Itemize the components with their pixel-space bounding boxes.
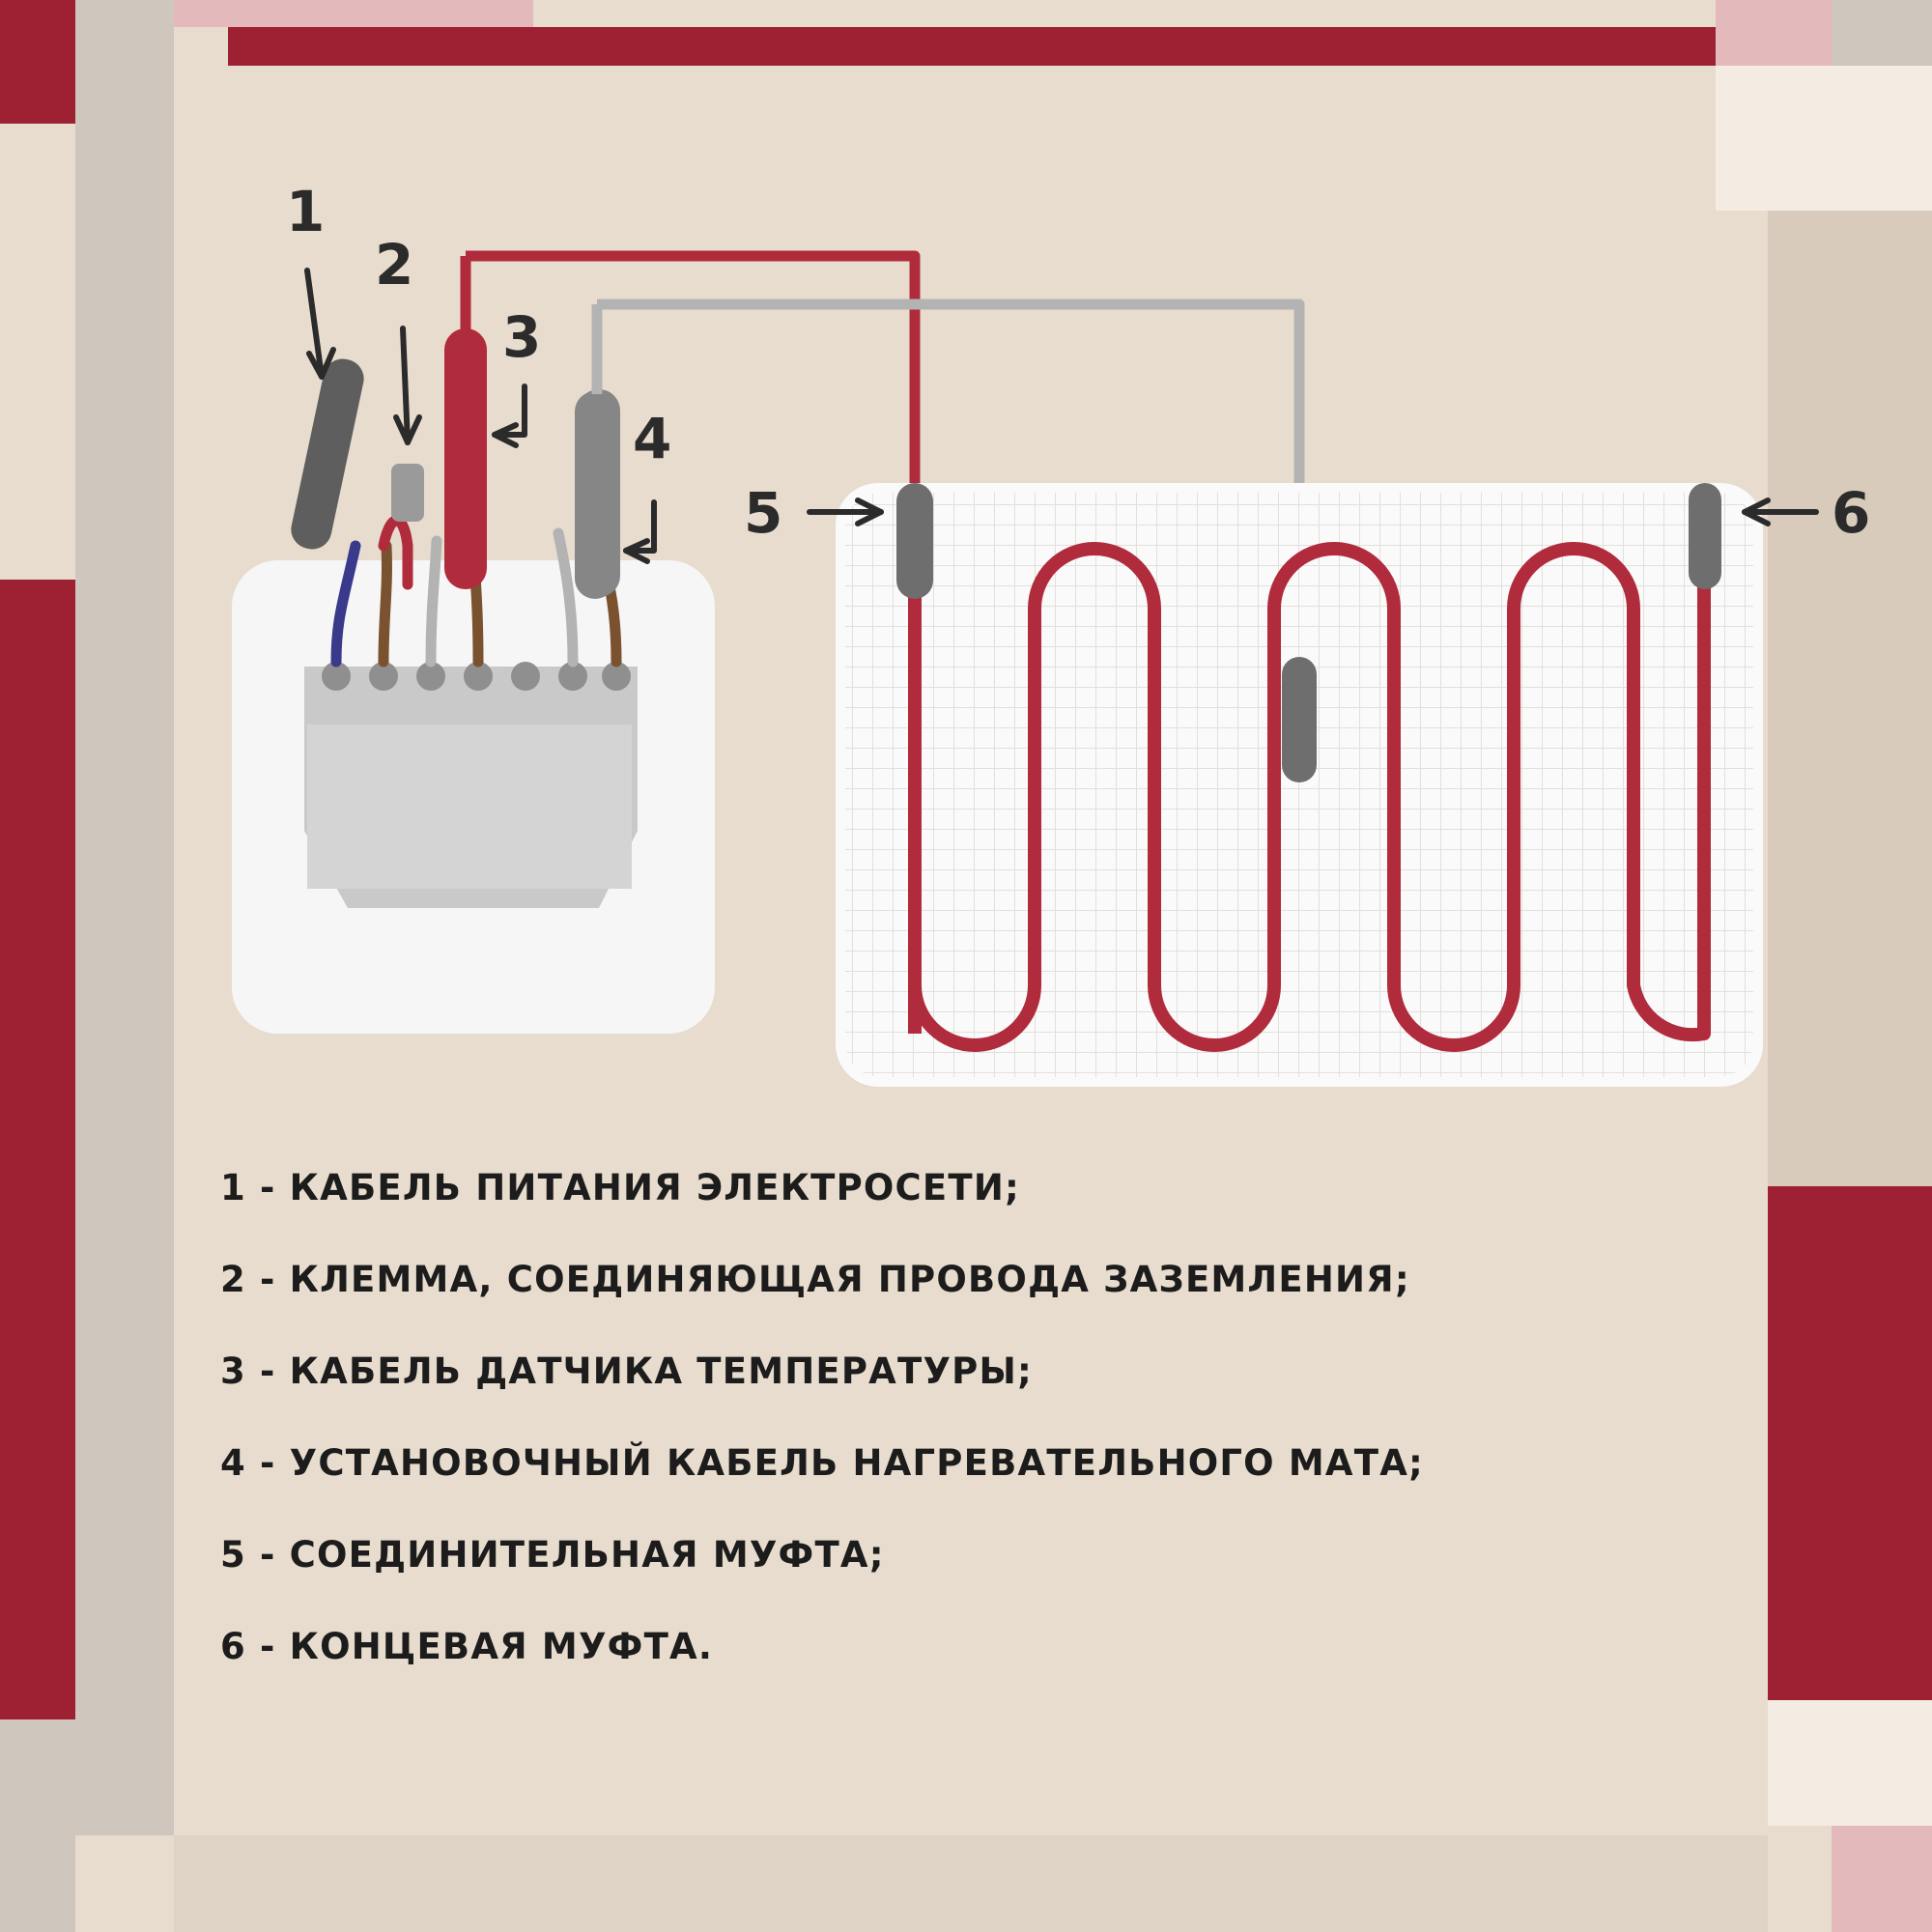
install-cable-sleeve-grey — [578, 389, 620, 597]
bg-block-right-grey — [1832, 0, 1932, 66]
mains-power-cable — [288, 355, 368, 553]
wire-live-brown — [384, 546, 386, 662]
callout-number-1: 1 — [286, 179, 326, 244]
red-cable-sleeve — [444, 328, 487, 589]
bg-block-right-bottom-cream — [1768, 1700, 1932, 1826]
legend-item-5: 5 - СОЕДИНИТЕЛЬНАЯ МУФТА; — [220, 1534, 885, 1576]
legend-item-2: 2 - КЛЕММА, СОЕДИНЯЮЩАЯ ПРОВОДА ЗАЗЕМЛЕНИЯ; — [220, 1259, 1410, 1300]
bg-block-left-bottom — [0, 1719, 75, 1932]
legend-item-6: 6 - КОНЦЕВАЯ МУФТА. — [220, 1626, 714, 1667]
legend-item-4: 4 - УСТАНОВОЧНЫЙ КАБЕЛЬ НАГРЕВАТЕЛЬНОГО МАТА; — [220, 1442, 1425, 1484]
connection-coupling-5 — [896, 483, 933, 599]
bg-block-top-pink — [174, 0, 533, 27]
arrow-line-2 — [403, 328, 408, 442]
legend-item-3: 3 - КАБЕЛЬ ДАТЧИКА ТЕМПЕРАТУРЫ; — [220, 1350, 1034, 1392]
earth-clamp — [391, 464, 424, 522]
wire-sensor-grey-a — [431, 541, 437, 662]
legend-list — [220, 1167, 1766, 1718]
callout-number-4: 4 — [633, 406, 672, 471]
bg-block-right-bottom-pink — [1832, 1826, 1932, 1932]
bg-block-right-red — [1768, 1186, 1932, 1700]
callout-number-5: 5 — [744, 480, 783, 546]
callout-number-6: 6 — [1832, 480, 1871, 546]
thermostat-body — [307, 724, 632, 889]
bg-block-bottom-strip — [174, 1835, 1768, 1932]
end-coupling-6 — [1689, 483, 1721, 589]
heating-mat-grid — [845, 493, 1753, 1077]
temperature-sensor-probe — [1282, 657, 1317, 782]
callout-number-2: 2 — [375, 232, 414, 298]
legend-item-1: 1 - КАБЕЛЬ ПИТАНИЯ ЭЛЕКТРОСЕТИ; — [220, 1167, 1020, 1208]
callout-number-3: 3 — [502, 304, 542, 370]
